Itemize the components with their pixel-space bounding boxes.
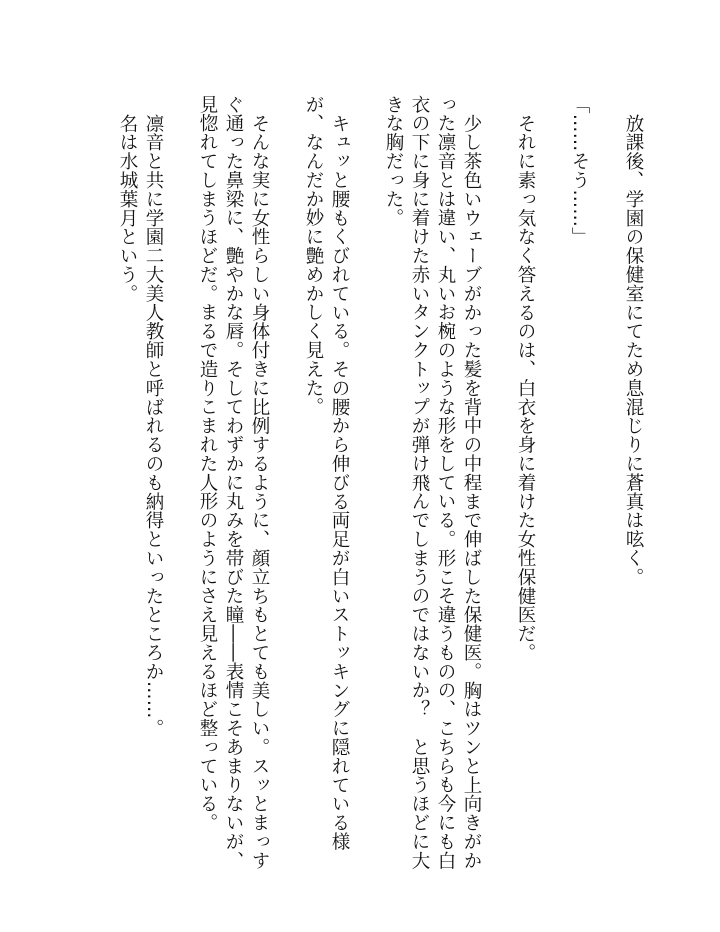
- dialogue-line: 「……そう……」: [569, 95, 590, 247]
- paragraph: 少し茶色いウェーブがかった髪を背中の中程まで伸ばした保健医。胸はツンと上向きがかった凛音とは違い、丸いお椀のような形をしている。形こそ違うものの、こちらも今にも白衣の下に身に着けた赤いタンクトップが弾け飛んでしまうのではないか？ と思うほどに大きな胸だった。: [383, 95, 482, 870]
- paragraph: キュッと腰もくびれている。その腰から伸びる両足が白いストッキングに隠れている様が、なんだか妙に艶めかしく見えた。: [303, 95, 350, 851]
- blank-line: [272, 95, 300, 885]
- paragraph: それに素っ気なく答えるのは、白衣を身に着けた女性保健医だ。: [515, 113, 536, 662]
- blank-line: [592, 95, 620, 885]
- vertical-text-body: [114, 95, 646, 885]
- blank-line: [538, 95, 566, 885]
- blank-line: [352, 95, 380, 885]
- blank-line: [166, 95, 194, 885]
- paragraph: そんな実に女性らしい身体付きに比例するように、顔立ちもとても美しい。スッとまっすぐ通った鼻梁に、艶やかな唇。そしてわずかに丸みを帯びた瞳――表情こそあまりないが、見惚れてしまうほどだ。まるで造りこまれた人形のようにさえ見えるほど整っている。: [197, 95, 270, 870]
- paragraph: 放課後、学園の保健室にてため息混じりに蒼真は呟く。: [623, 113, 644, 586]
- paragraph: 名は水城葉月という。: [117, 113, 138, 303]
- paragraph: 凛音と共に学園二大美人教師と呼ばれるのも納得といったところか……。: [143, 113, 164, 738]
- blank-line: [484, 95, 512, 885]
